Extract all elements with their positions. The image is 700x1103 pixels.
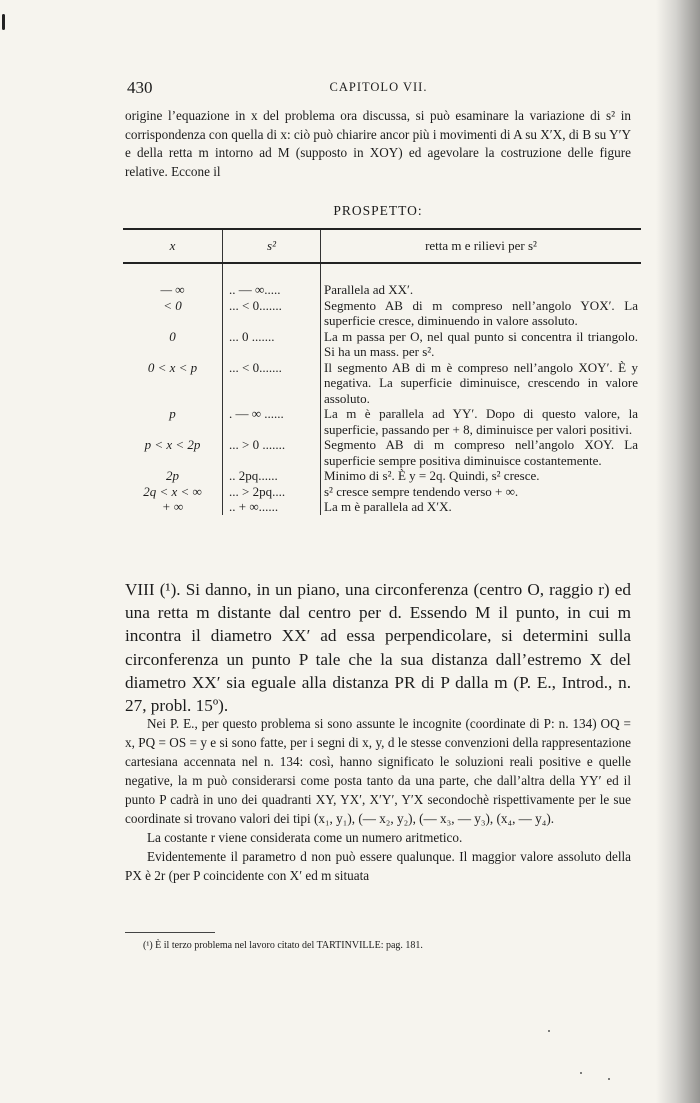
scan-speck [580, 1072, 582, 1074]
cell-retta: s² cresce sempre tendendo verso + ∞. [321, 484, 642, 500]
cell-retta: Minimo di s². È y = 2q. Quindi, s² cresce. [321, 468, 642, 484]
cell-x: p [169, 406, 176, 421]
cell-s2: ... > 0 ....... [223, 437, 321, 468]
body-text [125, 714, 631, 885]
body-paragraph: La costante r viene considerata come un numero aritmetico. [147, 830, 463, 845]
intro-paragraph: origine l’equazione in x del problema ora discussa, si può esaminare la variazione di s² in corrispondenza con quella di x: ciò può chiarire ancor più i movimenti di A su X′X, di B su Y′Y e della retta m intorno ad M (supposto in XOY) ed agevolare la costruzione delle figure relative. Eccone il [125, 108, 631, 179]
table-row [123, 499, 641, 515]
table-row [123, 406, 641, 437]
cell-retta: La m è parallela ad YY′. Dopo di questo valore, la superficie, passando per + 8, diminuisce per valori positivi. [321, 406, 642, 437]
cell-x: 0 [169, 328, 176, 344]
table-row [123, 484, 641, 500]
cell-s2: .. + ∞...... [223, 499, 321, 515]
table-row [123, 298, 641, 329]
section-viii-statement: VIII (¹). Si danno, in un piano, una circonferenza (centro O, raggio r) ed una retta m distante dal centro per d. Essendo M il punto, in cui m incontra il diametro XX′ ad essa perpendicolare, si determini sulla circonferenza un punto P tale che la sua distanza dall’estremo X del diametro XX′ sia eguale alla distanza PR di P dalla m (P. E., Introd., n. 27, probl. 15º). [125, 580, 631, 716]
body-paragraph: Evidentemente il parametro d non può essere qualunque. Il maggior valore assoluto della PX è 2r (per P coincidente con X′ ed m situata [125, 849, 631, 883]
cell-x: — ∞ [160, 282, 185, 297]
table-header-row [123, 229, 641, 263]
cell-x: 0 < x < p [147, 359, 198, 375]
cell-x: 2q < x < ∞ [143, 483, 202, 499]
header-retta: retta m e rilievi per s² [321, 229, 642, 263]
cell-s2: .. 2pq...... [223, 468, 321, 484]
page-header [127, 78, 630, 100]
cell-x: < 0 [163, 297, 182, 313]
cell-retta: Segmento AB di m compreso nell’angolo YOX′. La superficie cresce, diminuendo in valore assoluto. [321, 298, 642, 329]
prospetto-table [123, 228, 641, 515]
header-s2: s² [223, 229, 321, 263]
table-row [123, 360, 641, 407]
cell-x: 2p [166, 468, 179, 483]
cell-s2: ... 0 ....... [223, 329, 321, 360]
cell-retta: La m passa per O, nel qual punto si concentra il triangolo. Si ha un mass. per s². [321, 329, 642, 360]
footnote: (¹) È il terzo problema nel lavoro citato del TARTINVILLE: pag. 181. [143, 940, 423, 951]
cell-retta: Il segmento AB di m è compreso nell’angolo XOY′. È y negativa. La superficie diminuisce, crescendo in valore assoluto. [321, 360, 642, 407]
scan-speck [548, 1030, 550, 1032]
table-row [123, 468, 641, 484]
cell-retta: Parallela ad XX′. [321, 263, 642, 298]
scan-speck [2, 14, 5, 30]
scan-speck [608, 1078, 610, 1080]
cell-x: p < x < 2p [144, 437, 201, 452]
table-row [123, 437, 641, 468]
chapter-title: CAPITOLO VII. [329, 80, 428, 94]
footnote-rule [125, 932, 215, 933]
page-edge-shadow [656, 0, 700, 1103]
cell-s2: .. — ∞..... [223, 263, 321, 298]
prospetto-table-wrapper [123, 228, 638, 515]
cell-retta: Segmento AB di m compreso nell’angolo XOY. La superficie sempre positiva diminuisce costantemente. [321, 437, 642, 468]
cell-x: + ∞ [161, 499, 184, 514]
cell-s2: ... > 2pq.... [223, 484, 321, 500]
table-row [123, 263, 641, 298]
cell-s2: ... < 0....... [223, 360, 321, 407]
cell-retta: La m è parallela ad X′X. [321, 499, 642, 515]
table-row [123, 329, 641, 360]
header-x: x [123, 229, 223, 263]
cell-s2: ... < 0....... [223, 298, 321, 329]
body-paragraph: Nei P. E., per questo problema si sono assunte le incognite (coordinate di P: n. 134) OQ = x, PQ = OS = y e si sono fatte, per i segni di x, y, d le stesse convenzioni della rappresentazione cartesiana accennata nel n. 134: così, hanno significato le soluzioni reali positive e quelle negative, la m può considerarsi come posta tanto da una parte, che dall’altra della YY′ ed il punto P cadrà in uno dei quadranti XY, YX′, X′Y′, Y′X secondochè rispettivamente per le sue coordinate si trovano valori dei tipi (x₁, y₁), (— x₂, y₂), (— x₃, — y₃), (x₄, — y₄). [125, 716, 631, 826]
cell-s2: . — ∞ ...... [223, 406, 321, 437]
page-number: 430 [127, 78, 153, 97]
prospetto-title: PROSPETTO: [333, 203, 423, 218]
